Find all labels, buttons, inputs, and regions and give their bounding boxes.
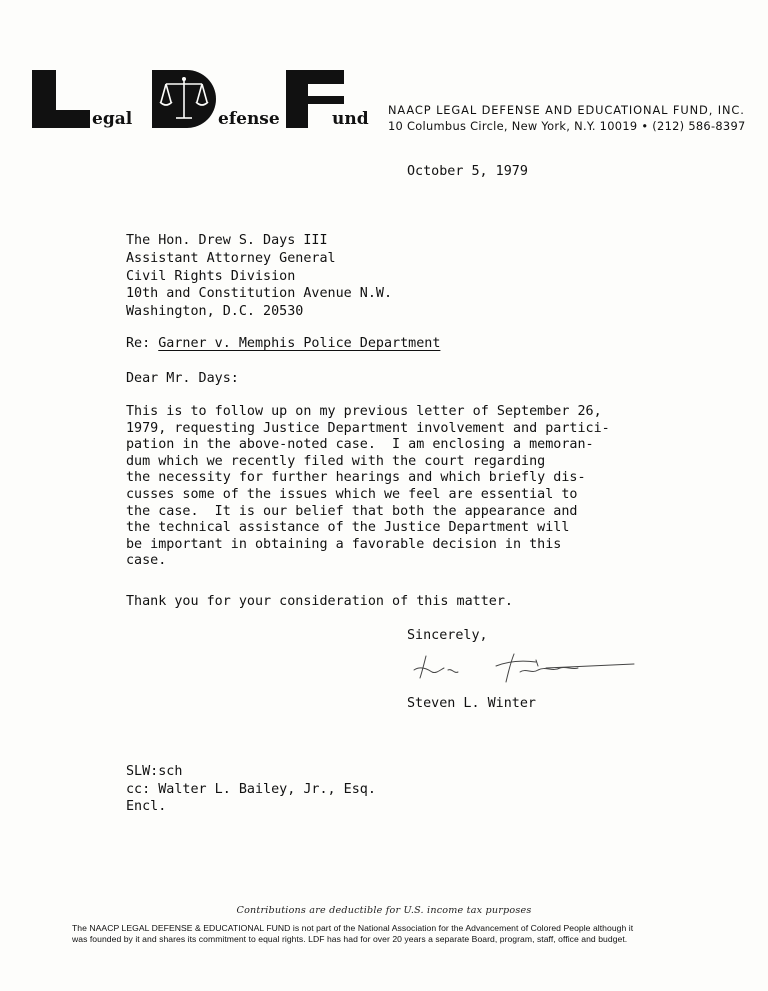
re-label: Re:	[126, 336, 151, 351]
letter-body	[126, 404, 686, 570]
recipient-line: Civil Rights Division	[126, 268, 296, 284]
thanks-line: Thank you for your consideration of this matter.	[126, 594, 513, 609]
recipient-line: Washington, D.C. 20530	[126, 304, 304, 320]
logo-word-defense: efense	[218, 109, 280, 129]
disclaimer-line: The NAACP LEGAL DEFENSE & EDUCATIONAL FUND is not part of the National Association for the Advancement of Colored People although it	[72, 923, 634, 933]
body-line: This is to follow up on my previous letter of September 26,	[126, 404, 602, 419]
reference-line: SLW:sch	[126, 764, 183, 779]
re-line	[126, 336, 440, 351]
body-line: cusses some of the issues which we feel are essential to	[126, 486, 578, 502]
reference-line: cc: Walter L. Bailey, Jr., Esq.	[126, 781, 376, 797]
org-name: NAACP LEGAL DEFENSE AND EDUCATIONAL FUND, INC.	[388, 103, 745, 117]
body-line: pation in the above-noted case. I am enclosing a memoran-	[126, 437, 594, 453]
disclaimer	[72, 923, 712, 945]
salutation: Dear Mr. Days:	[126, 371, 239, 386]
org-address: 10 Columbus Circle, New York, N.Y. 10019 • (212) 586-8397	[388, 119, 746, 133]
re-subject: Garner v. Memphis Police Department	[158, 336, 441, 351]
body-line: the necessity for further hearings and which briefly dis-	[126, 470, 586, 486]
letter-date: October 5, 1979	[407, 164, 528, 179]
disclaimer-line: was founded by it and shares its commitment to equal rights. LDF has had for over 20 years a separate Board, program, staff, office and budget.	[72, 934, 628, 944]
logo-letter-l	[32, 70, 90, 128]
body-line: dum which we recently filed with the court regarding	[126, 453, 546, 469]
signer-name: Steven L. Winter	[407, 696, 536, 711]
handwritten-signature	[396, 648, 646, 688]
reference-initials	[126, 763, 376, 816]
body-line: 1979, requesting Justice Department involvement and partici-	[126, 420, 610, 436]
reference-line: Encl.	[126, 799, 167, 814]
tax-deductible-note: Contributions are deductible for U.S. income tax purposes	[236, 905, 532, 916]
logo-letter-d	[152, 70, 216, 128]
recipient-line: 10th and Constitution Avenue N.W.	[126, 286, 393, 302]
body-line: the technical assistance of the Justice Department will	[126, 520, 570, 536]
org-info	[388, 102, 746, 134]
recipient-address	[126, 232, 392, 321]
scales-of-justice-icon	[152, 70, 216, 128]
recipient-line: The Hon. Drew S. Days III	[126, 233, 328, 248]
body-line: be important in obtaining a favorable decision in this	[126, 536, 562, 552]
logo-word-fund: und	[332, 109, 369, 129]
logo-word-legal: egal	[92, 109, 133, 129]
recipient-line: Assistant Attorney General	[126, 250, 336, 266]
ldf-logo	[32, 70, 368, 128]
closing: Sincerely,	[407, 628, 488, 643]
body-line: the case. It is our belief that both the appearance and	[126, 503, 578, 519]
body-line: case.	[126, 553, 167, 569]
